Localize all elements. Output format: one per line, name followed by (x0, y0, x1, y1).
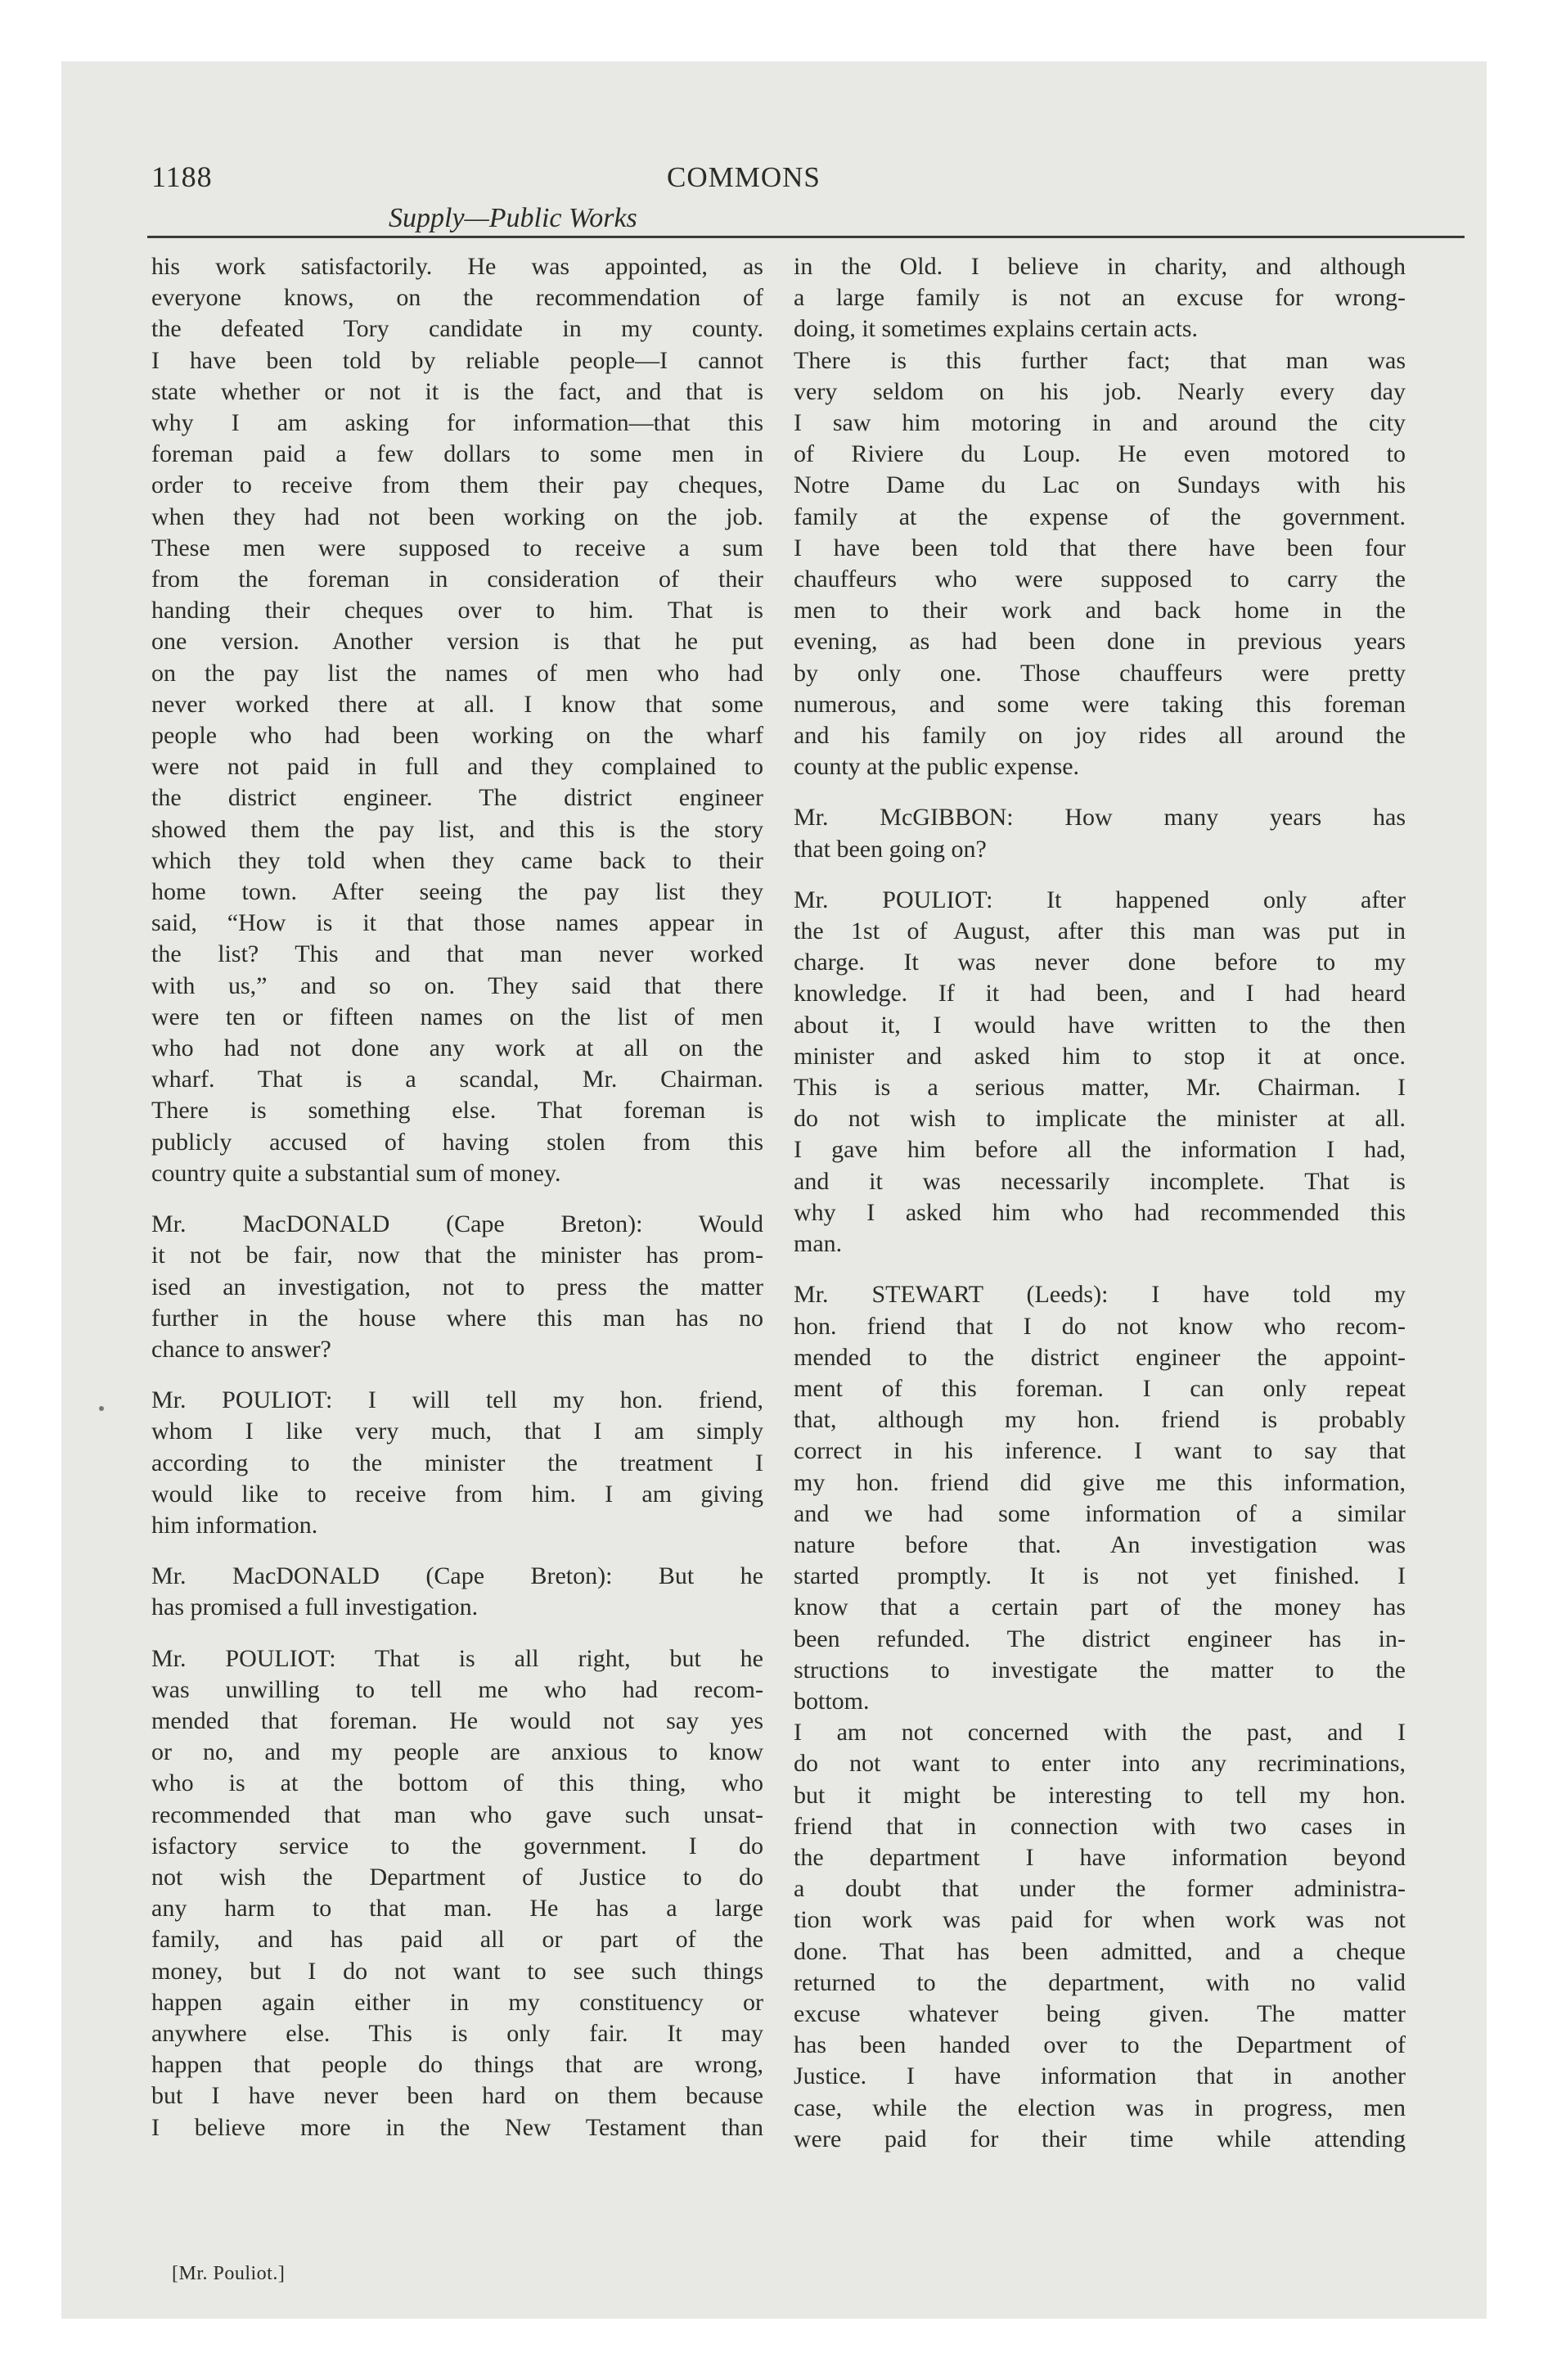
text-line: Mr. STEWART (Leeds): I have told my (794, 1281, 1406, 1309)
text-line: were paid for their time while attending (794, 2125, 1406, 2152)
text-line: said, “How is it that those names appear in (151, 909, 763, 937)
paragraph (794, 885, 1406, 1260)
text-line: and his family on joy rides all around the (794, 722, 1406, 750)
text-line: family, and has paid all or part of the (151, 1926, 763, 1954)
text-line: started promptly. It is not yet finished. I (794, 1562, 1406, 1590)
text-line: would like to receive from him. I am giving (151, 1480, 763, 1508)
text-line: chance to answer? (151, 1335, 331, 1363)
text-line: whom I like very much, that I am simply (151, 1418, 763, 1445)
text-line: order to receive from them their pay cheques, (151, 471, 763, 499)
text-line: my hon. friend did give me this information, (794, 1468, 1406, 1496)
right-column (794, 251, 1406, 2155)
text-line: Notre Dame du Lac on Sundays with his (794, 471, 1406, 499)
text-line: in the Old. I believe in charity, and although (794, 253, 1406, 280)
text-line: do not wish to implicate the minister at all. (794, 1105, 1406, 1133)
text-line: friend that in connection with two cases in (794, 1812, 1406, 1840)
paragraph-gap (151, 1189, 763, 1209)
paragraph (794, 1717, 1406, 2155)
text-line: of Riviere du Loup. He even motored to (794, 440, 1406, 468)
text-line: the department I have information beyond (794, 1843, 1406, 1871)
text-line: his work satisfactorily. He was appointed, as (151, 253, 763, 280)
text-line: numerous, and some were taking this foreman (794, 690, 1406, 718)
text-line: bottom. (794, 1687, 870, 1715)
text-line: men to their work and back home in the (794, 597, 1406, 624)
paragraph-gap (794, 865, 1406, 885)
text-line: chauffeurs who were supposed to carry the (794, 566, 1406, 593)
text-line: country quite a substantial sum of money. (151, 1159, 561, 1187)
text-line: with us,” and so on. They said that there (151, 971, 763, 999)
section-title: Supply—Public Works (389, 203, 637, 233)
text-line: everyone knows, on the recommendation of (151, 284, 763, 312)
running-head: COMMONS (667, 161, 821, 193)
text-line: Mr. POULIOT: It happened only after (794, 886, 1406, 913)
text-line: has been handed over to the Department of (794, 2031, 1406, 2059)
text-line: evening, as had been done in previous years (794, 628, 1406, 656)
paragraph-gap (794, 782, 1406, 802)
text-line: that been going on? (794, 835, 987, 863)
text-line: ised an investigation, not to press the matter (151, 1273, 763, 1300)
text-line: about it, I would have written to the then (794, 1011, 1406, 1039)
text-line: further in the house where this man has no (151, 1304, 763, 1332)
text-line: hon. friend that I do not know who recom- (794, 1312, 1406, 1340)
scanned-page (61, 61, 1487, 2319)
text-line: home town. After seeing the pay list they (151, 878, 763, 906)
text-line: were ten or fifteen names on the list of men (151, 1003, 763, 1030)
text-line: money, but I do not want to see such things (151, 1957, 763, 1985)
text-line: recommended that man who gave such unsat- (151, 1801, 763, 1828)
text-line: it not be fair, now that the minister has prom- (151, 1242, 763, 1269)
text-line: has promised a full investigation. (151, 1593, 479, 1621)
text-line: and it was necessarily incomplete. That is (794, 1167, 1406, 1195)
text-line: Mr. POULIOT: That is all right, but he (151, 1644, 763, 1672)
text-line: do not want to enter into any recriminations, (794, 1750, 1406, 1778)
text-line: and we had some information of a similar (794, 1499, 1406, 1527)
text-line: the list? This and that man never worked (151, 940, 763, 968)
text-line: nature before that. An investigation was (794, 1530, 1406, 1558)
text-line: anywhere else. This is only fair. It may (151, 2019, 763, 2047)
text-line: case, while the election was in progress, men (794, 2094, 1406, 2121)
speaker-footnote: [Mr. Pouliot.] (172, 2263, 286, 2284)
text-line: mended that foreman. He would not say yes (151, 1706, 763, 1734)
text-line: Mr. POULIOT: I will tell my hon. friend, (151, 1386, 763, 1414)
text-line: Justice. I have information that in another (794, 2062, 1406, 2090)
text-line: never worked there at all. I know that some (151, 690, 763, 718)
text-line: on the pay list the names of men who had (151, 659, 763, 687)
paragraph (151, 251, 763, 1189)
text-line: the district engineer. The district engineer (151, 784, 763, 812)
text-line: minister and asked him to stop it at once. (794, 1042, 1406, 1070)
text-line: that, although my hon. friend is probably (794, 1406, 1406, 1434)
text-line: I have been told that there have been four (794, 534, 1406, 561)
text-line: county at the public expense. (794, 753, 1080, 781)
text-line: correct in his inference. I want to say that (794, 1437, 1406, 1465)
paragraph (151, 1643, 763, 2143)
text-line: foreman paid a few dollars to some men in (151, 440, 763, 468)
text-line: handing their cheques over to him. That is (151, 597, 763, 624)
paragraph-gap (151, 1365, 763, 1385)
text-line: who had not done any work at all on the (151, 1034, 763, 1062)
text-line: tion work was paid for when work was not (794, 1906, 1406, 1934)
text-line: doing, it sometimes explains certain acts. (794, 315, 1199, 343)
scan-speck (99, 1406, 104, 1411)
text-line: but it might be interesting to tell my hon. (794, 1781, 1406, 1809)
paragraph (794, 345, 1406, 783)
text-line: I have been told by reliable people—I cannot (151, 346, 763, 374)
text-line: happen again either in my constituency or (151, 1988, 763, 2016)
header-rule (147, 236, 1465, 238)
paragraph-gap (151, 1541, 763, 1561)
text-line: family at the expense of the government. (794, 503, 1406, 530)
text-line: showed them the pay list, and this is the story (151, 815, 763, 843)
text-line: a doubt that under the former administra- (794, 1875, 1406, 1903)
text-line: the 1st of August, after this man was put in (794, 917, 1406, 945)
text-line: done. That has been admitted, and a cheque (794, 1937, 1406, 1965)
text-line: was unwilling to tell me who had recom- (151, 1675, 763, 1703)
paragraph (151, 1385, 763, 1541)
text-line: but I have never been hard on them because (151, 2082, 763, 2110)
text-line: There is something else. That foreman is (151, 1097, 763, 1125)
text-line: which they told when they came back to their (151, 846, 763, 874)
page-number: 1188 (151, 160, 213, 193)
text-line: returned to the department, with no valid (794, 1968, 1406, 1996)
text-line: Mr. MacDONALD (Cape Breton): Would (151, 1210, 763, 1238)
text-line: These men were supposed to receive a sum (151, 534, 763, 561)
paragraph (794, 802, 1406, 864)
text-line: structions to investigate the matter to the (794, 1656, 1406, 1684)
text-line: This is a serious matter, Mr. Chairman. I (794, 1074, 1406, 1102)
text-line: were not paid in full and they complained to (151, 753, 763, 781)
text-line: very seldom on his job. Nearly every day (794, 377, 1406, 405)
paragraph (794, 1279, 1406, 1717)
text-line: There is this further fact; that man was (794, 346, 1406, 374)
paragraph (794, 251, 1406, 345)
text-line: Mr. MacDONALD (Cape Breton): But he (151, 1562, 763, 1590)
text-line: a large family is not an excuse for wrong- (794, 284, 1406, 312)
paragraph-gap (794, 1260, 1406, 1279)
text-line: from the foreman in consideration of their (151, 566, 763, 593)
text-line: him information. (151, 1511, 318, 1539)
text-line: not wish the Department of Justice to do (151, 1863, 763, 1891)
left-column (151, 251, 763, 2143)
text-line: publicly accused of having stolen from this (151, 1128, 763, 1156)
text-line: charge. It was never done before to my (794, 949, 1406, 976)
text-line: isfactory service to the government. I do (151, 1832, 763, 1859)
text-line: wharf. That is a scandal, Mr. Chairman. (151, 1066, 763, 1093)
text-line: I gave him before all the information I had, (794, 1136, 1406, 1164)
text-line: by only one. Those chauffeurs were pretty (794, 659, 1406, 687)
text-line: excuse whatever being given. The matter (794, 1999, 1406, 2027)
text-line: man. (794, 1230, 843, 1258)
paragraph-gap (151, 1624, 763, 1643)
text-line: the defeated Tory candidate in my county. (151, 315, 763, 343)
text-line: any harm to that man. He has a large (151, 1895, 763, 1922)
text-line: been refunded. The district engineer has in- (794, 1625, 1406, 1652)
text-line: mended to the district engineer the appoint- (794, 1343, 1406, 1371)
text-line: when they had not been working on the job. (151, 503, 763, 530)
text-line: one version. Another version is that he put (151, 628, 763, 656)
text-line: I saw him motoring in and around the city (794, 409, 1406, 437)
text-line: I believe more in the New Testament than (151, 2113, 763, 2141)
text-line: happen that people do things that are wrong, (151, 2051, 763, 2079)
text-line: why I am asking for information—that this (151, 409, 763, 437)
text-line: I am not concerned with the past, and I (794, 1719, 1406, 1747)
text-line: why I asked him who had recommended this (794, 1198, 1406, 1226)
text-line: people who had been working on the wharf (151, 722, 763, 750)
text-line: ment of this foreman. I can only repeat (794, 1374, 1406, 1402)
text-line: state whether or not it is the fact, and that is (151, 377, 763, 405)
paragraph (151, 1209, 763, 1365)
text-line: know that a certain part of the money has (794, 1593, 1406, 1621)
text-line: Mr. McGIBBON: How many years has (794, 804, 1406, 832)
text-line: according to the minister the treatment I (151, 1449, 763, 1476)
text-line: who is at the bottom of this thing, who (151, 1769, 763, 1797)
paragraph (151, 1561, 763, 1623)
text-line: knowledge. If it had been, and I had heard (794, 980, 1406, 1007)
text-line: or no, and my people are anxious to know (151, 1738, 763, 1766)
